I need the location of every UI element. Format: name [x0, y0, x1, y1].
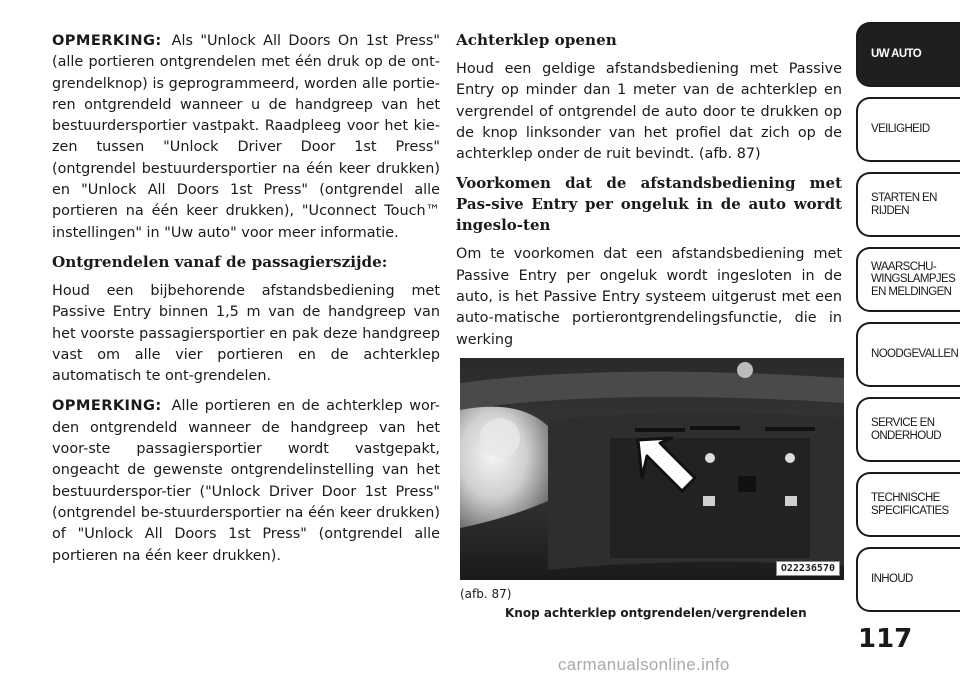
note-paragraph-2 — [52, 395, 440, 566]
tab-inhoud[interactable] — [856, 547, 960, 612]
tab-label: UW AUTO — [871, 48, 922, 61]
tab-label: NOODGEVALLEN — [871, 348, 959, 361]
tab-technische-specificaties[interactable] — [856, 472, 960, 537]
tab-label: SERVICE EN ONDERHOUD — [871, 417, 941, 442]
note-label: OPMERKING: — [52, 397, 162, 415]
tab-starten-en-rijden[interactable] — [856, 172, 960, 237]
section-heading: Voorkomen dat de afstandsbediening met Pas-sive Entry per ongeluk in de auto wordt ingeslo-ten — [456, 174, 842, 235]
tab-label: TECHNISCHE SPECIFICATIES — [871, 492, 949, 517]
right-column — [456, 30, 842, 359]
tab-noodgevallen[interactable] — [856, 322, 960, 387]
section-heading: Achterklep openen — [456, 31, 617, 49]
figure-caption: Knop achterklep ontgrendelen/vergrendelen — [505, 606, 807, 620]
tab-uw-auto[interactable] — [856, 22, 960, 87]
tab-label: WAARSCHU-WINGSLAMPJES EN MELDINGEN — [871, 260, 956, 298]
tab-veiligheid[interactable] — [856, 97, 960, 162]
tab-label: STARTEN EN RIJDEN — [871, 192, 937, 217]
tab-label: VEILIGHEID — [871, 123, 930, 136]
section-heading: Ontgrendelen vanaf de passagierszijde: — [52, 252, 388, 271]
note-text: Alle portieren en de achterklep wor-den ontgrendeld wanneer de handgreep van het voor-ste passagiersportier wordt vastgepakt, ongeacht de gewenste ontgrendelinstelling van het bestuurderspor-tier ("Unlock Driver Door 1st Press" (ontgrendel be-stuurdersportier na één keer drukken) of "Unlock All Doors 1st Press" (ontgrendel alle portieren na één keer drukken). — [52, 398, 440, 564]
figure-code: O22236570 — [776, 561, 840, 576]
tab-waarschuwingslampjes[interactable] — [856, 247, 960, 312]
chapter-sidebar — [856, 22, 960, 624]
tab-label: INHOUD — [871, 573, 913, 586]
tailgate-illustration — [460, 358, 844, 580]
note-paragraph-1 — [52, 30, 440, 244]
watermark: carmanualsonline.info — [558, 655, 730, 674]
body-paragraph: Om te voorkomen dat een afstandsbediening met Passive Entry per ongeluk wordt ingesloten in de auto, is het Passive Entry systeem uitgerust met een auto-matische portierontgrendelingsfunctie, die in werking — [456, 246, 842, 348]
body-paragraph: Houd een bijbehorende afstandsbediening met Passive Entry binnen 1,5 m van de handgreep van het voorste passagiersportier en pak deze handgreep vast om alle vier portieren en de achterklep automatisch te ont-grendelen. — [52, 282, 440, 385]
tab-service-en-onderhoud[interactable] — [856, 397, 960, 462]
figure-reference: (afb. 87) — [460, 587, 512, 601]
tailgate-photo — [460, 358, 844, 580]
note-text: Als "Unlock All Doors On 1st Press" (alle portieren ontgrendelen met één druk op de ont-grendelknop) is geprogrammeerd, worden alle portie-ren ontgrendeld wanneer u de handgreep van het bestuurdersportier vastpakt. Raadpleeg voor het kie-zen tussen "Unlock Driver Door 1st Press" (ontgrendel bestuurdersportier na één keer drukken) en "Unlock All Doors 1st Press" (ontgrendel alle portieren na één keer drukken), "Uconnect Touch™ instellingen" in "Uw auto" voor meer informatie. — [52, 33, 440, 241]
body-paragraph: Houd een geldige afstandsbediening met Passive Entry op minder dan 1 meter van de achterklep en vergrendel of ontgrendel de auto door te drukken op de knop linksonder van het profiel dat zich op de achterklep onder de ruit bevindt. (afb. 87) — [456, 61, 842, 163]
left-column — [52, 30, 440, 575]
note-label: OPMERKING: — [52, 32, 162, 49]
page-number: 117 — [858, 624, 913, 654]
